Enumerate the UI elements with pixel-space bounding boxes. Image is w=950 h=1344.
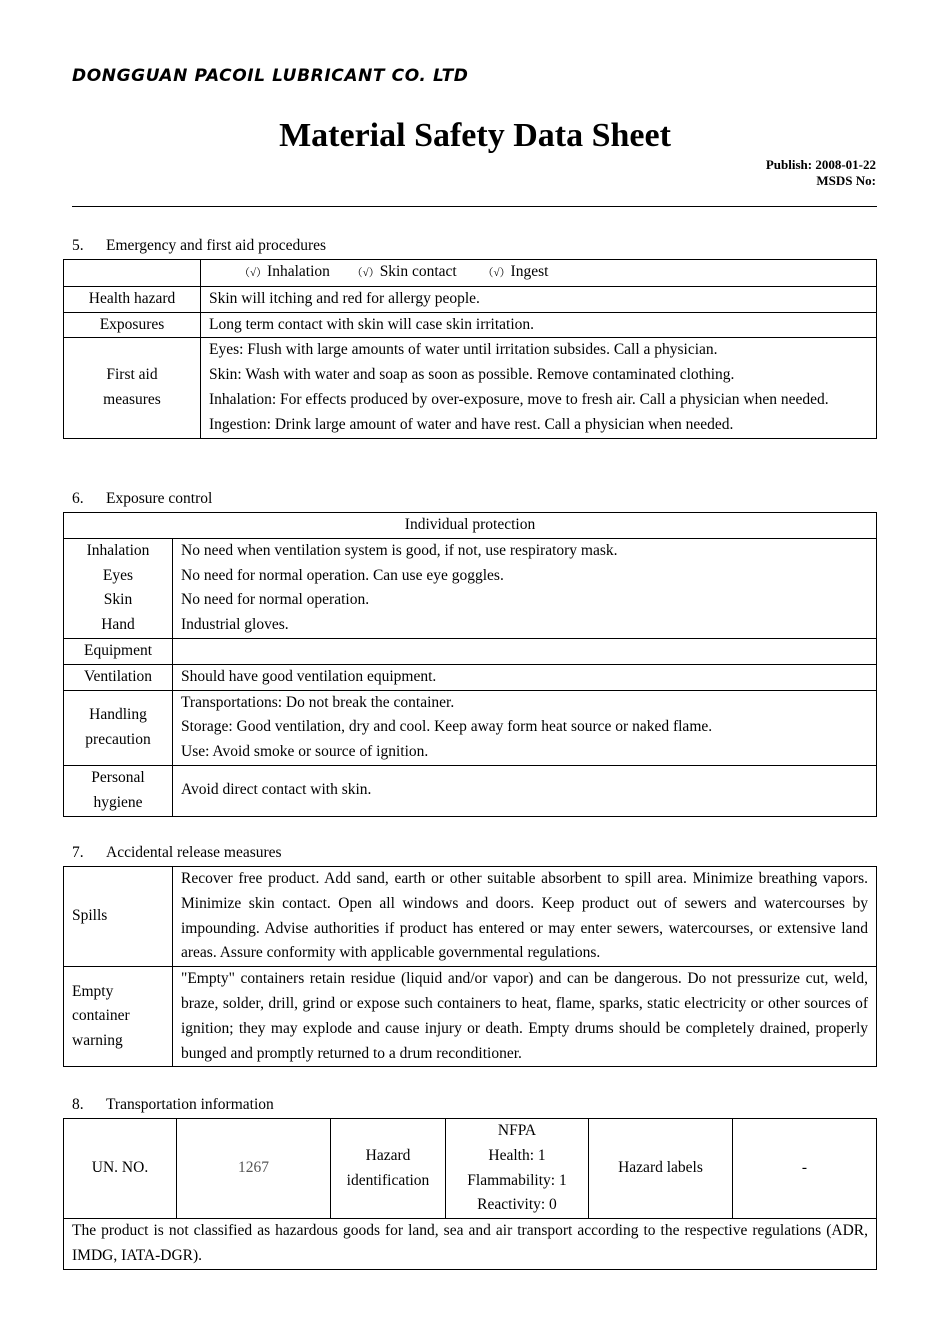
table-row <box>64 638 877 664</box>
row-value <box>173 638 877 664</box>
row-label: Exposures <box>64 312 201 338</box>
table-row <box>64 664 877 690</box>
check-mark: （√） <box>351 267 380 279</box>
section-7-heading <box>72 844 282 862</box>
table-row <box>64 765 877 816</box>
hazard-labels-label: Hazard labels <box>589 1119 733 1219</box>
hazard-identification-label <box>331 1119 446 1219</box>
hazard-labels-value: - <box>733 1119 877 1219</box>
release-measures-table <box>63 866 877 1067</box>
row-label <box>64 690 173 765</box>
row-value: Avoid direct contact with skin. <box>173 765 877 816</box>
row-label <box>64 765 173 816</box>
text-line: Inhalation: For effects produced by over-exposure, move to fresh air. Call a physician when needed. <box>209 390 829 408</box>
table-row <box>64 538 877 638</box>
header-divider <box>72 206 877 207</box>
label-line: Hand <box>101 616 135 634</box>
text-line: Flammability: 1 <box>467 1171 567 1189</box>
empty-cell <box>64 260 201 287</box>
row-label: Ventilation <box>64 664 173 690</box>
check-mark: （√） <box>239 267 268 279</box>
section-number: 7. <box>72 844 84 861</box>
section-number: 6. <box>72 490 84 507</box>
text-line: Reactivity: 0 <box>477 1196 557 1214</box>
label-line: Skin <box>103 591 133 609</box>
label-line: Hazard <box>365 1146 411 1164</box>
msds-number: MSDS No: <box>816 173 876 188</box>
label-line: Empty <box>72 982 114 1000</box>
text-line: Use: Avoid smoke or source of ignition. <box>181 743 429 761</box>
table-row <box>64 312 877 338</box>
label-line: First aid <box>106 366 158 384</box>
label-line: Handling <box>89 705 147 723</box>
document-title: Material Safety Data Sheet <box>279 117 671 154</box>
row-value: Skin will itching and red for allergy people. <box>201 286 877 312</box>
row-value <box>201 338 877 438</box>
transport-table <box>63 1118 877 1270</box>
row-label: Spills <box>64 867 173 967</box>
table-row <box>64 338 877 438</box>
route-item: Inhalation <box>267 263 330 280</box>
section-title: Transportation information <box>106 1096 274 1113</box>
route-item: Ingest <box>510 263 549 280</box>
row-label: Equipment <box>64 638 173 664</box>
company-name: DONGGUAN PACOIL LUBRICANT CO. LTD <box>72 66 469 86</box>
table-row <box>64 690 877 765</box>
text-line: Eyes: Flush with large amounts of water until irritation subsides. Call a physician. <box>209 341 718 359</box>
text-line: Ingestion: Drink large amount of water and have rest. Call a physician when needed. <box>209 415 734 433</box>
exposure-routes <box>201 260 877 287</box>
text-line: Health: 1 <box>488 1146 546 1164</box>
nfpa-ratings <box>446 1119 589 1219</box>
row-value <box>173 690 877 765</box>
section-title: Accidental release measures <box>106 844 282 861</box>
table-row <box>64 867 877 967</box>
section-number: 5. <box>72 237 84 254</box>
section-8-heading <box>72 1096 274 1114</box>
label-line: container <box>72 1007 130 1025</box>
publish-date: Publish: 2008-01-22 <box>765 157 876 172</box>
text-line: No need when ventilation system is good, if not, use respiratory mask. <box>181 541 618 559</box>
label-line: Personal <box>91 768 145 786</box>
row-value: Should have good ventilation equipment. <box>173 664 877 690</box>
text-line: Industrial gloves. <box>181 616 289 634</box>
table-row <box>64 967 877 1067</box>
text-line: Storage: Good ventilation, dry and cool. Keep away form heat source or naked flame. <box>181 718 713 736</box>
first-aid-table <box>63 259 877 439</box>
label-line: hygiene <box>93 793 143 811</box>
route-item: Skin contact <box>379 263 457 280</box>
text-line: No need for normal operation. Can use eye goggles. <box>181 566 504 584</box>
table-row <box>64 513 877 539</box>
check-mark: （√） <box>482 267 511 279</box>
row-label: Health hazard <box>64 286 201 312</box>
row-value <box>173 538 877 638</box>
label-line: Inhalation <box>86 541 150 559</box>
label-line: warning <box>72 1032 123 1050</box>
transport-note: The product is not classified as hazardous goods for land, sea and air transport according to the respective regulations (ADR, IMDG, IATA-DGR). <box>64 1219 877 1270</box>
section-5-heading <box>72 237 326 255</box>
text-line: No need for normal operation. <box>181 591 370 609</box>
row-label <box>64 338 201 438</box>
un-number-label: UN. NO. <box>64 1119 177 1219</box>
text-line: Transportations: Do not break the container. <box>181 693 455 711</box>
label-line: precaution <box>85 730 151 748</box>
section-number: 8. <box>72 1096 84 1113</box>
exposure-control-table <box>63 512 877 817</box>
row-label <box>64 538 173 638</box>
label-line: measures <box>103 390 161 408</box>
label-line: Eyes <box>102 566 134 584</box>
un-number-value: 1267 <box>177 1119 331 1219</box>
label-line: identification <box>346 1171 430 1189</box>
table-row <box>64 286 877 312</box>
section-6-heading <box>72 490 212 508</box>
row-value: Long term contact with skin will case skin irritation. <box>201 312 877 338</box>
row-value: Recover free product. Add sand, earth or other suitable absorbent to spill area. Minimize breathing vapors. Minimize skin contact. Open all windows and doors. Keep product out of sewers and watercourses by impounding. Advise authorities if product has entered or may enter sewers, watercourses, or extensive land areas. Assure conformity with applicable governmental regulations. <box>173 867 877 967</box>
text-line: Skin: Wash with water and soap as soon as possible. Remove contaminated clothing. <box>209 366 735 384</box>
row-value: "Empty" containers retain residue (liquid and/or vapor) and can be dangerous. Do not pressurize cut, weld, braze, solder, drill, grind or expose such containers to heat, flame, sparks, static electricity or other sources of ignition; they may explode and cause injury or death. Empty drums should be completely drained, properly bunged and promptly returned to a drum reconditioner. <box>173 967 877 1067</box>
section-title: Exposure control <box>106 490 213 507</box>
table-row <box>64 1219 877 1270</box>
section-title: Emergency and first aid procedures <box>106 237 327 254</box>
document-meta <box>766 157 876 189</box>
table-row <box>64 1119 877 1219</box>
table-row <box>64 260 877 287</box>
table-header: Individual protection <box>64 513 877 539</box>
text-line: NFPA <box>497 1122 537 1139</box>
row-label <box>64 967 173 1067</box>
